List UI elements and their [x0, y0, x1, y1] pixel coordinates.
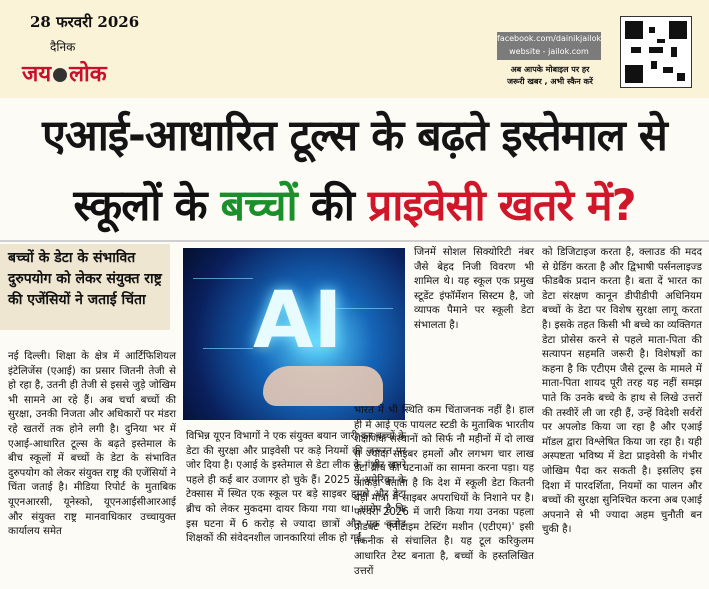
masthead	[0, 0, 709, 98]
globe-icon	[53, 68, 67, 82]
article-column-1: नई दिल्ली। शिक्षा के क्षेत्र में आर्टिफिशियल इंटेलिजेंस (एआई) का प्रसार जितनी तेजी से हो रहा है, उतनी ही तेजी से इससे जुड़े जोखिम भी सामने आ रहे हैं। अब चर्चा बच्चों की सुरक्षा, उनकी निजता और अधिकारों पर मंडरा रहे खतरों तक होने लगी है। दुनिया भर में एआई-आधारित टूल्स के बढ़ते इस्तेमाल के बीच स्कूलों में बच्चों के डेटा के संभावित दुरुपयोग को लेकर संयुक्त राष्ट्र की एजेंसियों ने चिंता जताई है। मीडिया रिपोर्ट के मुताबिक यूएनआरसी, यूनेस्को, यूएनआईसीआरआई और संयुक्त राष्ट्र मानवाधिकार उच्चायुक्त कार्यालय समेत	[8, 351, 176, 538]
headline-line-1: एआई-आधारित टूल्स के बढ़ते इस्तेमाल से	[42, 111, 667, 161]
article-column-3-bottom: भारत में भी स्थिति कम चिंताजनक नहीं है। हाल ही में आई एक पायलट स्टडी के मुताबिक भारतीय शैक्षणिक संस्थानों को सिर्फ नौ महीनों में दो लाख से ज्यादा साइबर हमलों और लगभग चार लाख डेटा ब्रीच की घटनाओं का सामना करना पड़ा। यह आंकड़ा बताता है कि देश में स्कूली डेटा कितनी बड़ी मात्रा में साइबर अपराधियों के निशाने पर है। फरवरी 2026 में जारी किया गया उनका पहला प्रोडक्ट 'एनीटाइम टेस्टिंग मशीन (एटीएम)' इसी तकनीक से संचालित है। यह टूल करिकुलम आधारित टेस्ट बनाता है, बच्चों के हस्तलिखित उत्तरों	[354, 405, 534, 577]
qr-code-icon	[620, 16, 692, 88]
paper-prefix: दैनिक	[50, 40, 76, 54]
hand-image	[263, 366, 383, 406]
headline-line-2	[0, 178, 709, 234]
headline-divider	[0, 240, 709, 242]
headline-part-schools: स्कूलों के	[73, 181, 207, 231]
logo-text-1: जय	[22, 62, 52, 87]
website-link: website - jailok.com	[509, 47, 589, 56]
logo-text-2: लोक	[69, 62, 107, 87]
scan-tagline	[494, 64, 606, 88]
ai-hologram-text: AI	[253, 276, 343, 366]
paper-logo	[22, 58, 107, 88]
headline-part-privacy: प्राइवेसी खतरे में?	[367, 181, 636, 231]
headline-part-ki: की	[310, 181, 354, 231]
issue-date: 28 फरवरी 2026	[30, 13, 140, 31]
article-photo	[183, 248, 405, 420]
tagline-line-2: जरूरी खबर , अभी स्कैन करें	[507, 77, 593, 86]
headline-part-children: बच्चों	[220, 181, 297, 231]
article-column-2: विभिन्न यूएन विभागों ने एक संयुक्त बयान जारी कर बच्चों के डेटा की सुरक्षा और प्राइवेसी पर कड़े नियमों की जरूरत पर जोर दिया है। एआई के इस्तेमाल से डेटा लीक के गंभीर खतरे पहले ही कई बार उजागर हो चुके हैं। 2025 में अमेरिका के टेक्सास में स्थित एक स्कूल पर बड़े साइबर हमले और डेटा ब्रीच को लेकर मुकदमा दायर किया गया था। आरोप है कि इस घटना में 6 करोड़ से ज्यादा छात्रों और एक करोड़ शिक्षकों की संवेदनशील जानकारियां लीक हो गईं,	[186, 431, 406, 545]
web-links-box	[497, 32, 601, 60]
tagline-line-1: अब आपके मोबाइल पर हर	[510, 65, 590, 74]
article-column-4: को डिजिटाइज करता है, क्लाउड की मदद से ग्रेडिंग करता है और द्विभाषी पर्सनलाइज्ड फीडबैक प्रदान करता है। बता दें भारत का डेटा संरक्षण कानून डीपीडीपी अधिनियम बच्चों के डेटा पर विशेष सुरक्षा लागू करता है। इसके तहत किसी भी बच्चे का व्यक्तिगत डेटा प्रोसेस करने से पहले माता-पिता की सत्यापन सहमति जरूरी है। विशेषज्ञों का कहना है कि एटीएम जैसे टूल्स के मामले में माता-पिता शायद पूरी तरह यह नहीं समझ पाते कि उनके बच्चे के हाथ से लिखे उत्तरों की तस्वीरें ली जा रही हैं, उन्हें विदेशी सर्वरों पर अपलोड किया जा रहा है और एआई मॉडल द्वारा विश्लेषित किया जा रहा है। यही अस्पष्टता भविष्य में डेटा प्राइवेसी के गंभीर जोखिम पैदा कर सकती है। इसलिए इस दिशा में पारदर्शिता, नियमों का पालन और बच्चों की सुरक्षा सुनिश्चित करना अब एआई अपनाने से भी ज्यादा अहम चुनौती बन चुकी है।	[542, 247, 702, 536]
facebook-link: facebook.com/dainikjailok	[497, 34, 602, 43]
article-column-3-top: जिनमें सोशल सिक्योरिटी नंबर जैसे बेहद निजी विवरण भी शामिल थे। यह स्कूल एक प्रमुख स्टूडेंट इंफॉर्मेशन सिस्टम है, जो व्यापक पैमाने पर स्कूली डेटा संभालता है।	[414, 247, 534, 331]
subheading: बच्चों के डेटा के संभावित दुरुपयोग को लेकर संयुक्त राष्ट्र की एजेंसियों ने जताई चिंता	[0, 244, 170, 330]
